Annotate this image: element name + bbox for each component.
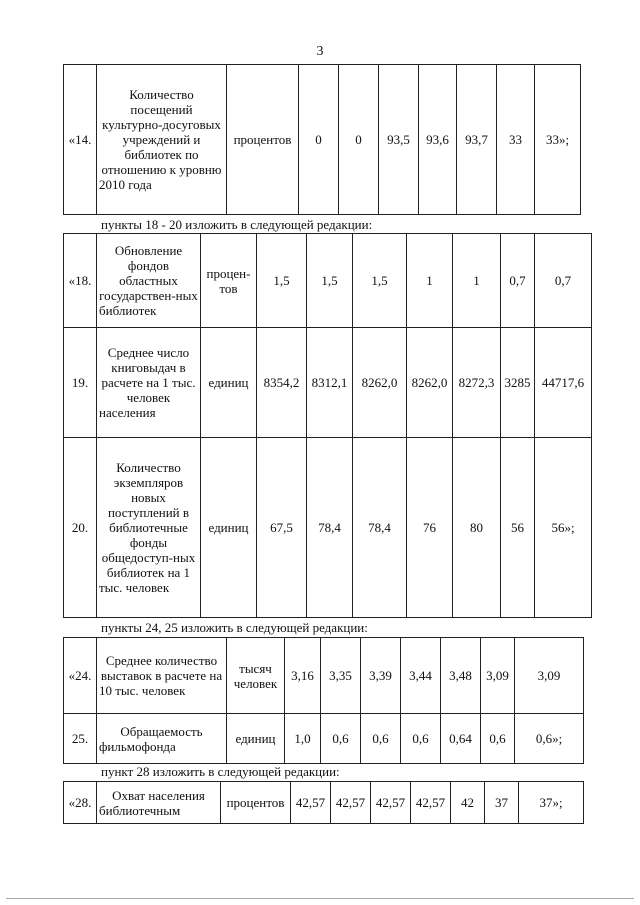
value-cell: 8354,2: [257, 328, 307, 438]
unit-cell: единиц: [201, 328, 257, 438]
unit-cell: процентов: [227, 65, 299, 215]
row-number: 25.: [64, 714, 97, 764]
value-cell: 3,09: [481, 638, 515, 714]
value-cell: 8262,0: [407, 328, 453, 438]
table-items-24-25: [63, 637, 584, 764]
value-cell: 1,5: [257, 234, 307, 328]
value-cell: 33»;: [535, 65, 581, 215]
value-cell: 0,7: [501, 234, 535, 328]
row-number: «14.: [64, 65, 97, 215]
value-cell: 80: [453, 438, 501, 618]
value-cell: 42,57: [371, 782, 411, 824]
indicator-name: Охват населения библиотечным: [97, 782, 221, 824]
indicator-name: Количество экземпляров новых поступлений в библиотечные фонды общедоступ-ных библиотек на 1 тыс. человек: [97, 438, 201, 618]
table-row: [64, 438, 592, 618]
value-cell: 0: [339, 65, 379, 215]
value-cell: 0,7: [535, 234, 592, 328]
unit-cell: процен-тов: [201, 234, 257, 328]
table-row: [64, 328, 592, 438]
value-cell: 0,6: [481, 714, 515, 764]
table-item-14: [63, 64, 581, 215]
value-cell: 78,4: [353, 438, 407, 618]
value-cell: 1: [407, 234, 453, 328]
table-row: [64, 782, 584, 824]
value-cell: 1,5: [307, 234, 353, 328]
value-cell: 42,57: [411, 782, 451, 824]
amendment-note: пункт 28 изложить в следующей редакции:: [101, 764, 340, 779]
value-cell: 93,6: [419, 65, 457, 215]
row-number: «24.: [64, 638, 97, 714]
value-cell: 42,57: [291, 782, 331, 824]
indicator-name: Среднее число книговыдач в расчете на 1 тыс. человек населения: [97, 328, 201, 438]
value-cell: 3,35: [321, 638, 361, 714]
value-cell: 42: [451, 782, 485, 824]
value-cell: 56: [501, 438, 535, 618]
amendment-note: пункты 18 - 20 изложить в следующей редакции:: [101, 217, 373, 232]
value-cell: 3,16: [285, 638, 321, 714]
table-item-28: [63, 781, 584, 824]
row-number: «28.: [64, 782, 97, 824]
value-cell: 3,48: [441, 638, 481, 714]
value-cell: 3,44: [401, 638, 441, 714]
value-cell: 3,39: [361, 638, 401, 714]
table-row: [64, 638, 584, 714]
indicator-name: Среднее количество выставок в расчете на 10 тыс. человек: [97, 638, 227, 714]
row-number: 19.: [64, 328, 97, 438]
value-cell: 1,0: [285, 714, 321, 764]
value-cell: 67,5: [257, 438, 307, 618]
value-cell: 76: [407, 438, 453, 618]
table-items-18-20: [63, 233, 592, 618]
indicator-name: Обращаемость фильмофонда: [97, 714, 227, 764]
value-cell: 44717,6: [535, 328, 592, 438]
row-number: «18.: [64, 234, 97, 328]
value-cell: 93,5: [379, 65, 419, 215]
value-cell: 8262,0: [353, 328, 407, 438]
table-row: [64, 714, 584, 764]
amendment-note: пункты 24, 25 изложить в следующей редакции:: [101, 620, 368, 635]
value-cell: 78,4: [307, 438, 353, 618]
value-cell: 0: [299, 65, 339, 215]
value-cell: 8272,3: [453, 328, 501, 438]
value-cell: 42,57: [331, 782, 371, 824]
table-row: [64, 65, 581, 215]
page-number: 3: [316, 44, 324, 59]
value-cell: 0,6: [361, 714, 401, 764]
unit-cell: тысяч человек: [227, 638, 285, 714]
value-cell: 93,7: [457, 65, 497, 215]
page-bottom-divider: [6, 898, 634, 899]
indicator-name: Обновление фондов областных государствен-ных библиотек: [97, 234, 201, 328]
value-cell: 56»;: [535, 438, 592, 618]
unit-cell: единиц: [227, 714, 285, 764]
indicator-name: Количество посещений культурно-досуговых учреждений и библиотек по отношению к уровню 2010 года: [97, 65, 227, 215]
value-cell: 3,09: [515, 638, 584, 714]
unit-cell: процентов: [221, 782, 291, 824]
row-number: 20.: [64, 438, 97, 618]
value-cell: 1,5: [353, 234, 407, 328]
value-cell: 33: [497, 65, 535, 215]
value-cell: 37: [485, 782, 519, 824]
value-cell: 8312,1: [307, 328, 353, 438]
value-cell: 37»;: [519, 782, 584, 824]
value-cell: 1: [453, 234, 501, 328]
value-cell: 0,6: [321, 714, 361, 764]
value-cell: 0,6»;: [515, 714, 584, 764]
value-cell: 0,6: [401, 714, 441, 764]
table-row: [64, 234, 592, 328]
value-cell: 0,64: [441, 714, 481, 764]
unit-cell: единиц: [201, 438, 257, 618]
value-cell: 3285: [501, 328, 535, 438]
